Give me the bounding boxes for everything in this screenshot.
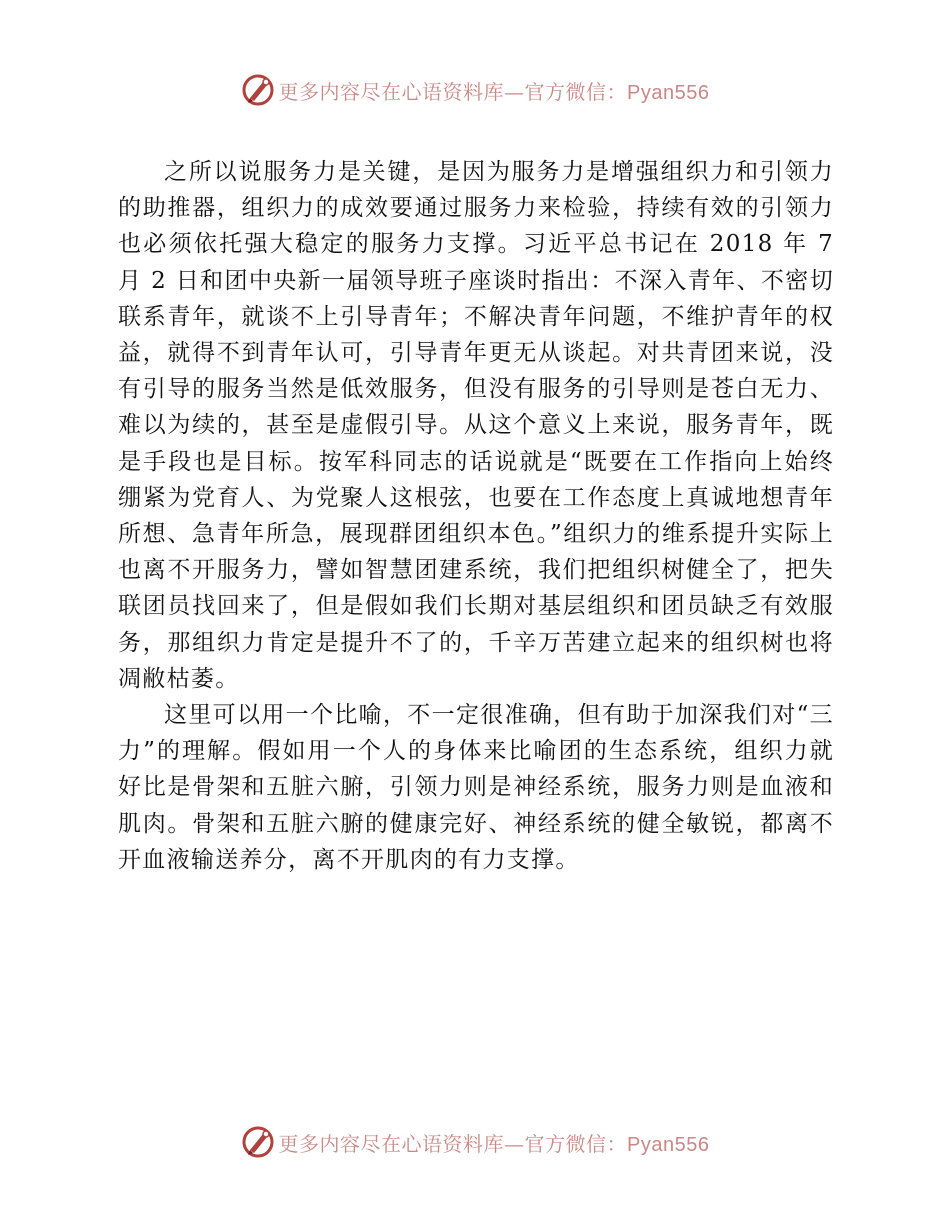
footer-site-text: 更多内容尽在心语资料库 [278, 1131, 505, 1156]
footer-banner [0, 1122, 950, 1162]
document-body [118, 154, 834, 878]
paragraph-1: 之所以说服务力是关键，是因为服务力是增强组织力和引领力的助推器，组织力的成效要通过服务力来检验，持续有效的引领力也必须依托强大稳定的服务力支撑。习近平总书记在 2018 年 7 月 2 日和团中央新一届领导班子座谈时指出：不深入青年、不密切联系青年，就谈不上引导青年；不解决青年问题，不维护青年的权益，就得不到青年认可，引导青年更无从谈起。对共青团来说，没有引导的服务当然是低效服务，但没有服务的引导则是苍白无力、难以为续的，甚至是虚假引导。从这个意义上来说，服务青年，既是手段也是目标。按军科同志的话说就是“既要在工作指向上始终绷紧为党育人、为党聚人这根弦，也要在工作态度上真诚地想青年所想、急青年所急，展现群团组织本色。”组织力的维系提升实际上也离不开服务力，譬如智慧团建系统，我们把组织树健全了，把失联团员找回来了，但是假如我们长期对基层组织和团员缺乏有效服务，那组织力肯定是提升不了的，千辛万苦建立起来的组织树也将凋敝枯萎。 [118, 159, 834, 692]
pen-logo-icon [241, 1125, 275, 1159]
header-separator: — [504, 79, 525, 104]
footer-separator: — [504, 1131, 525, 1156]
header-text [279, 76, 710, 105]
header-wechat-id: Pyan556 [627, 81, 710, 104]
header-site-text: 更多内容尽在心语资料库 [278, 79, 505, 104]
paragraph-2: 这里可以用一个比喻，不一定很准确，但有助于加深我们对“三力”的理解。假如用一个人的身体来比喻团的生态系统，组织力就好比是骨架和五脏六腑，引领力则是神经系统，服务力则是血液和肌肉。骨架和五脏六腑的健康完好、神经系统的健全敏锐，都离不开血液输送养分，离不开肌肉的有力支撑。 [118, 702, 834, 873]
footer-text [279, 1128, 710, 1157]
footer-wechat-label: 官方微信： [524, 1131, 628, 1156]
header-banner [0, 70, 950, 110]
header-wechat-label: 官方微信： [524, 79, 628, 104]
pen-logo-icon [241, 73, 275, 107]
footer-wechat-id: Pyan556 [627, 1133, 710, 1156]
